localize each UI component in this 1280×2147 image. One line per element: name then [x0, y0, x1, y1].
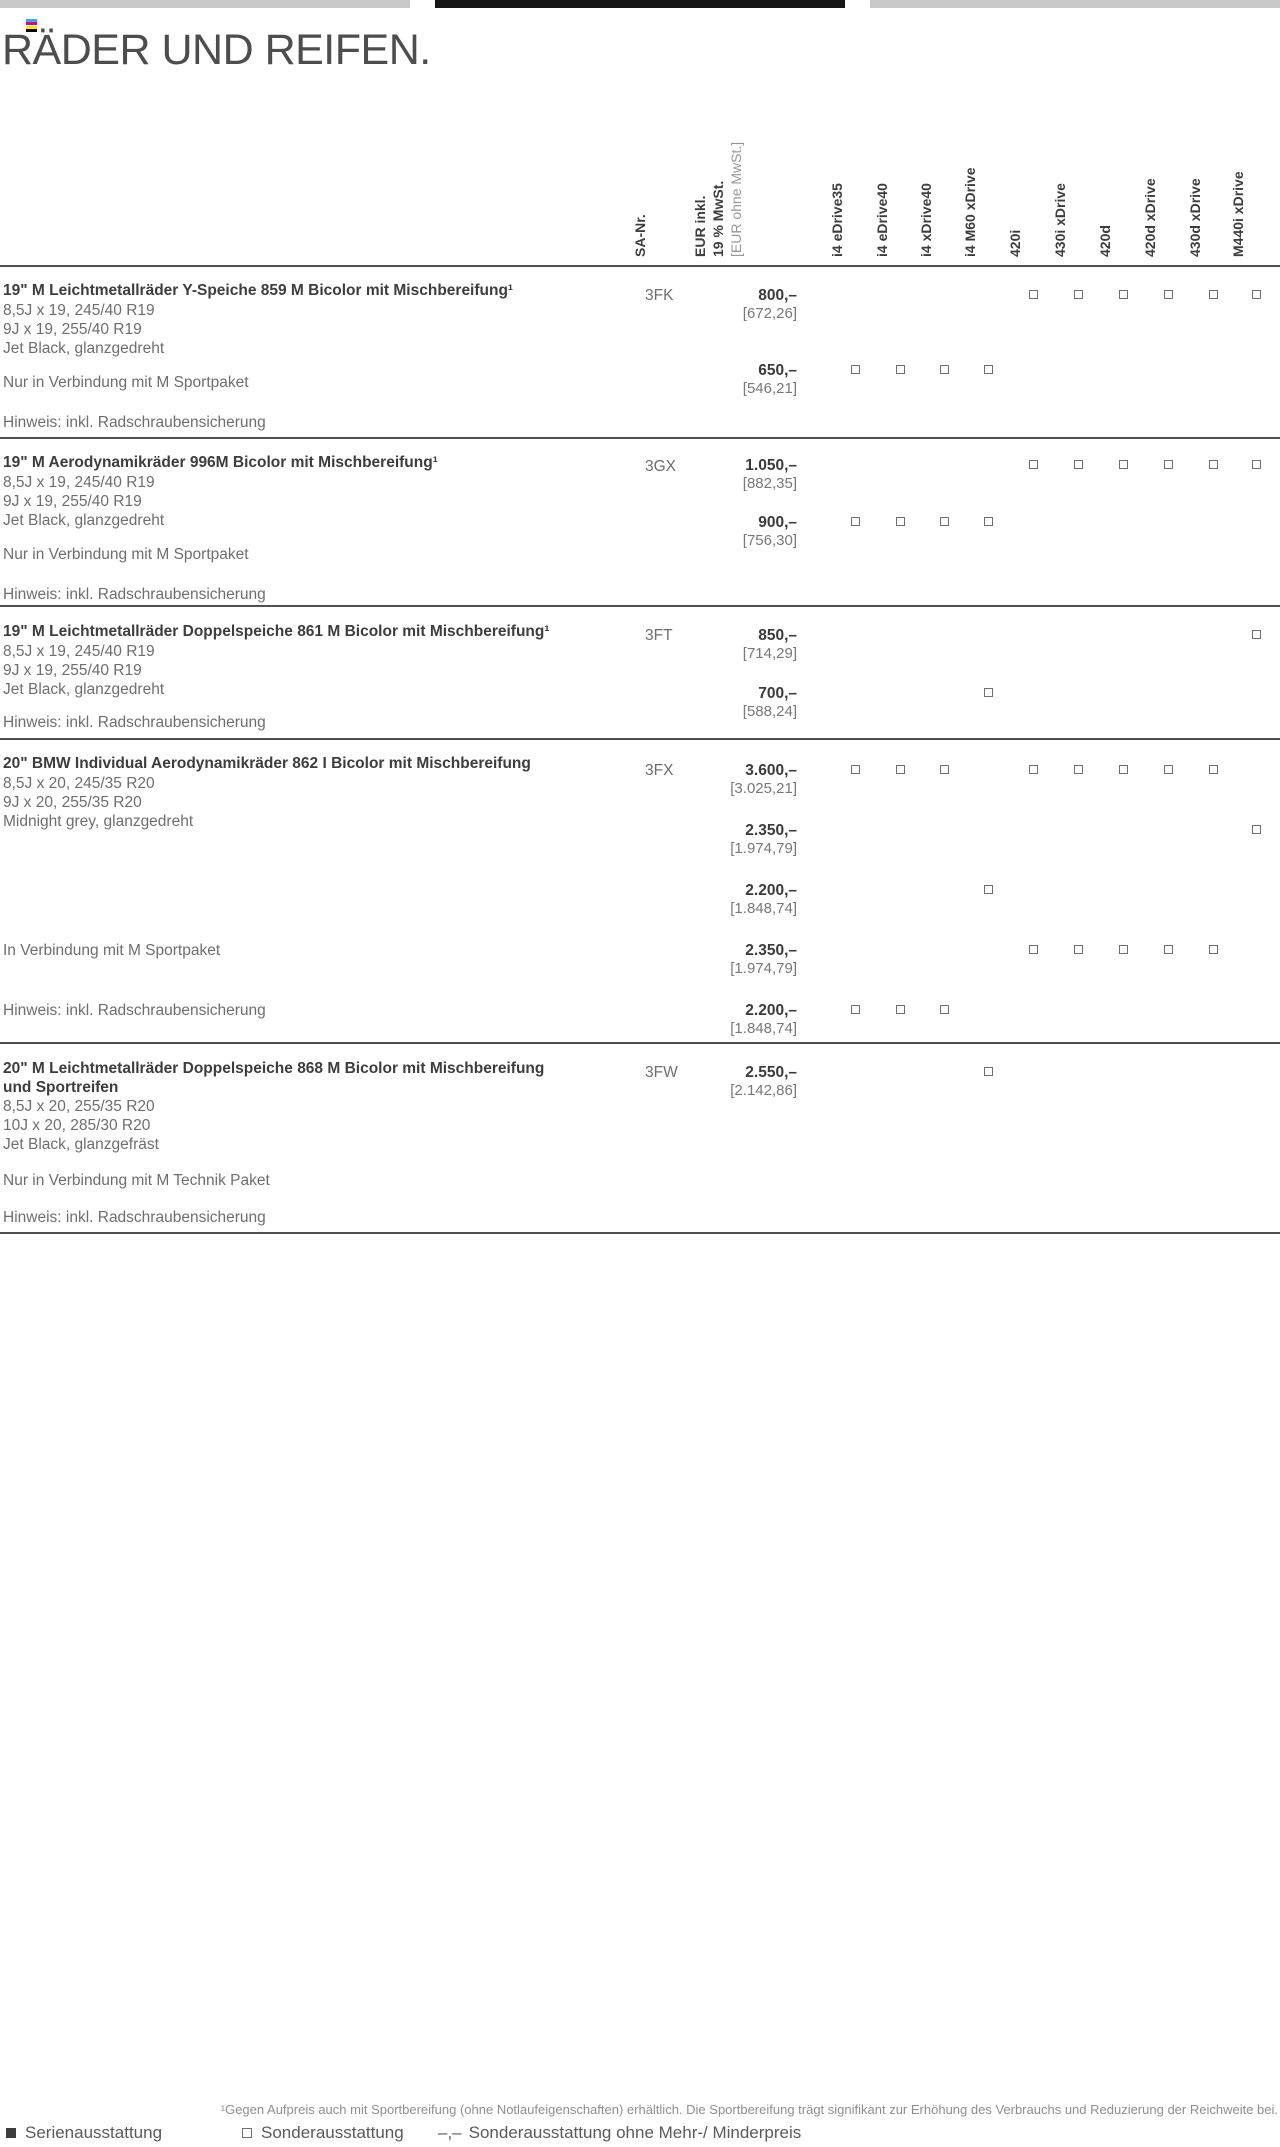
option-checkbox — [1164, 945, 1173, 954]
column-header-i4-edrive35: i4 eDrive35 — [829, 183, 845, 257]
price-line — [0, 762, 1280, 804]
price-gross: 1.050,– — [745, 457, 797, 474]
option-checkbox — [940, 765, 949, 774]
price-line — [0, 1002, 1280, 1044]
column-header-sa-nr: SA-Nr. — [632, 214, 648, 257]
option-checkbox — [1119, 460, 1128, 469]
option-checkbox — [896, 517, 905, 526]
price-gross: 900,– — [758, 514, 797, 531]
row-spec: 9J x 19, 255/40 R19 — [3, 662, 142, 679]
option-checkbox — [1029, 945, 1038, 954]
option-checkbox — [851, 517, 860, 526]
option-checkbox — [940, 365, 949, 374]
row-title: 19" M Leichtmetallräder Y-Speiche 859 M Bicolor mit Mischbereifung¹ — [3, 282, 514, 299]
option-checkbox — [1074, 945, 1083, 954]
row-spec: Midnight grey, glanzgedreht — [3, 813, 194, 830]
price-gross: 700,– — [758, 685, 797, 702]
column-header-420d-xdrive: 420d xDrive — [1142, 178, 1158, 257]
row-note: Hinweis: inkl. Radschraubensicherung — [3, 1209, 266, 1226]
price-net: [3.025,21] — [730, 780, 797, 797]
price-gross: 800,– — [758, 287, 797, 304]
row-spec: 8,5J x 19, 245/40 R19 — [3, 643, 155, 660]
option-checkbox — [1164, 765, 1173, 774]
column-header-i4-edrive40: i4 eDrive40 — [874, 183, 890, 257]
price-net: [1.848,74] — [730, 1020, 797, 1037]
page-title: RÄDER UND REIFEN. — [2, 26, 431, 74]
option-checkbox — [1209, 460, 1218, 469]
price-line — [0, 882, 1280, 924]
row-title: 20" M Leichtmetallräder Doppelspeiche 868 M Bicolor mit Mischbereifung — [3, 1060, 545, 1077]
price-gross: 850,– — [758, 627, 797, 644]
row-spec: 8,5J x 20, 255/35 R20 — [3, 1098, 155, 1115]
price-gross: 650,– — [758, 362, 797, 379]
price-net: [1.974,79] — [730, 840, 797, 857]
option-checkbox — [1074, 290, 1083, 299]
price-line — [0, 362, 1280, 404]
dash-symbol: –,– — [438, 2123, 462, 2142]
option-checkbox — [1119, 765, 1128, 774]
row-spec: 8,5J x 19, 245/40 R19 — [3, 302, 155, 319]
row-spec: Jet Black, glanzgedreht — [3, 340, 165, 357]
price-gross: 2.550,– — [745, 1064, 797, 1081]
row-spec: 9J x 19, 255/40 R19 — [3, 493, 142, 510]
option-checkbox — [1074, 460, 1083, 469]
option-checkbox — [896, 765, 905, 774]
option-checkbox — [851, 765, 860, 774]
sa-number: 3FK — [645, 287, 674, 304]
price-gross: 2.350,– — [745, 822, 797, 839]
option-checkbox — [1029, 765, 1038, 774]
price-net: [1.848,74] — [730, 900, 797, 917]
row-condition: Nur in Verbindung mit M Sportpaket — [3, 374, 249, 391]
price-net: [588,24] — [742, 703, 797, 720]
row-condition: In Verbindung mit M Sportpaket — [3, 942, 221, 959]
row-condition: Nur in Verbindung mit M Sportpaket — [3, 546, 249, 563]
price-line — [0, 822, 1280, 864]
option-checkbox — [984, 517, 993, 526]
table-row — [0, 738, 1280, 1042]
row-spec: Jet Black, glanzgedreht — [3, 512, 165, 529]
row-note: Hinweis: inkl. Radschraubensicherung — [3, 414, 266, 431]
price-line — [0, 627, 1280, 669]
option-checkbox — [940, 1005, 949, 1014]
legend-sonderausstattung — [242, 2123, 404, 2143]
option-checkbox — [1209, 765, 1218, 774]
option-checkbox — [1119, 290, 1128, 299]
column-header-eur — [691, 142, 745, 257]
table-row — [0, 605, 1280, 738]
column-header-i4-xdrive40: i4 xDrive40 — [918, 183, 934, 257]
price-line — [0, 942, 1280, 984]
row-spec: 10J x 20, 285/30 R20 — [3, 1117, 151, 1134]
top-bar-left — [0, 0, 410, 8]
table-row — [0, 1042, 1280, 1232]
row-note: Hinweis: inkl. Radschraubensicherung — [3, 586, 266, 603]
row-spec: Jet Black, glanzgefräst — [3, 1136, 159, 1153]
sa-number: 3FX — [645, 762, 674, 779]
sa-number: 3GX — [645, 458, 677, 475]
row-spec: Jet Black, glanzgedreht — [3, 681, 165, 698]
price-net: [756,30] — [742, 532, 797, 549]
option-checkbox — [940, 517, 949, 526]
column-header-i4-m60-xdrive: i4 M60 xDrive — [962, 167, 978, 257]
row-note: Hinweis: inkl. Radschraubensicherung — [3, 1002, 266, 1019]
option-checkbox — [984, 1067, 993, 1076]
row-title: 19" M Aerodynamikräder 996M Bicolor mit Mischbereifung¹ — [3, 454, 438, 471]
price-net: [1.974,79] — [730, 960, 797, 977]
price-line — [0, 514, 1280, 556]
option-checkbox — [1209, 290, 1218, 299]
price-net: [672,26] — [742, 305, 797, 322]
price-net: [2.142,86] — [730, 1082, 797, 1099]
price-line — [0, 1064, 1280, 1106]
column-header-420d: 420d — [1097, 225, 1113, 257]
column-header-eur-line2: 19 % MwSt. — [710, 180, 726, 257]
option-checkbox — [1252, 825, 1261, 834]
option-checkbox — [896, 1005, 905, 1014]
row-condition: Nur in Verbindung mit M Technik Paket — [3, 1172, 270, 1189]
row-spec: 8,5J x 19, 245/40 R19 — [3, 474, 155, 491]
price-net: [546,21] — [742, 380, 797, 397]
top-bar-right — [870, 0, 1280, 8]
option-checkbox — [1252, 460, 1261, 469]
option-checkbox — [1252, 630, 1261, 639]
option-checkbox — [1119, 945, 1128, 954]
option-checkbox — [851, 365, 860, 374]
column-header-420i: 420i — [1007, 229, 1023, 257]
table-row — [0, 437, 1280, 605]
legend-serienausstattung — [6, 2123, 162, 2143]
legend-serien-label: Serienausstattung — [25, 2123, 163, 2142]
column-header-eur-line1: EUR inkl. — [692, 195, 708, 257]
price-net: [714,29] — [742, 645, 797, 662]
option-checkbox — [851, 1005, 860, 1014]
price-line — [0, 685, 1280, 727]
option-checkbox — [1209, 945, 1218, 954]
legend-ohne-mehrpreis — [438, 2123, 801, 2143]
column-header-eur-line3: [EUR ohne MwSt.] — [728, 141, 744, 257]
legend-sonder-label: Sonderausstattung — [261, 2123, 404, 2142]
option-checkbox — [984, 885, 993, 894]
column-header-430i-xdrive: 430i xDrive — [1052, 183, 1068, 257]
price-gross: 2.200,– — [745, 882, 797, 899]
row-note: Hinweis: inkl. Radschraubensicherung — [3, 714, 266, 731]
filled-square-icon — [6, 2128, 16, 2138]
row-title: 20" BMW Individual Aerodynamikräder 862 I Bicolor mit Mischbereifung — [3, 755, 531, 772]
legend-dash-label: Sonderausstattung ohne Mehr-/ Minderpreis — [468, 2123, 802, 2142]
row-spec: 9J x 20, 255/35 R20 — [3, 794, 142, 811]
option-checkbox — [984, 365, 993, 374]
column-header-m440i-xdrive: M440i xDrive — [1230, 171, 1246, 257]
option-checkbox — [1164, 290, 1173, 299]
option-checkbox — [896, 365, 905, 374]
column-header-430d-xdrive: 430d xDrive — [1187, 178, 1203, 257]
price-gross: 2.350,– — [745, 942, 797, 959]
table-bottom-rule — [0, 1232, 1280, 1234]
open-square-icon — [242, 2128, 252, 2138]
top-bar-center — [435, 0, 845, 8]
price-line — [0, 287, 1280, 329]
table-row — [0, 265, 1280, 437]
option-checkbox — [984, 688, 993, 697]
price-line — [0, 457, 1280, 499]
row-title-line2: und Sportreifen — [3, 1079, 119, 1096]
footnote: ¹Gegen Aufpreis auch mit Sportbereifung (ohne Notlaufeigenschaften) erhältlich. Die Sportbereifung trägt signifikant zur Erhöhung des Verbrauchs und Reduzierung der Reichweite bei. — [220, 2102, 1278, 2117]
option-checkbox — [1164, 460, 1173, 469]
row-spec: 8,5J x 20, 245/35 R20 — [3, 775, 155, 792]
price-gross: 3.600,– — [745, 762, 797, 779]
row-title: 19" M Leichtmetallräder Doppelspeiche 861 M Bicolor mit Mischbereifung¹ — [3, 623, 550, 640]
sa-number: 3FW — [645, 1064, 678, 1081]
sa-number: 3FT — [645, 627, 673, 644]
option-checkbox — [1074, 765, 1083, 774]
option-checkbox — [1252, 290, 1261, 299]
option-checkbox — [1029, 460, 1038, 469]
option-checkbox — [1029, 290, 1038, 299]
price-net: [882,35] — [742, 475, 797, 492]
row-spec: 9J x 19, 255/40 R19 — [3, 321, 142, 338]
price-gross: 2.200,– — [745, 1002, 797, 1019]
